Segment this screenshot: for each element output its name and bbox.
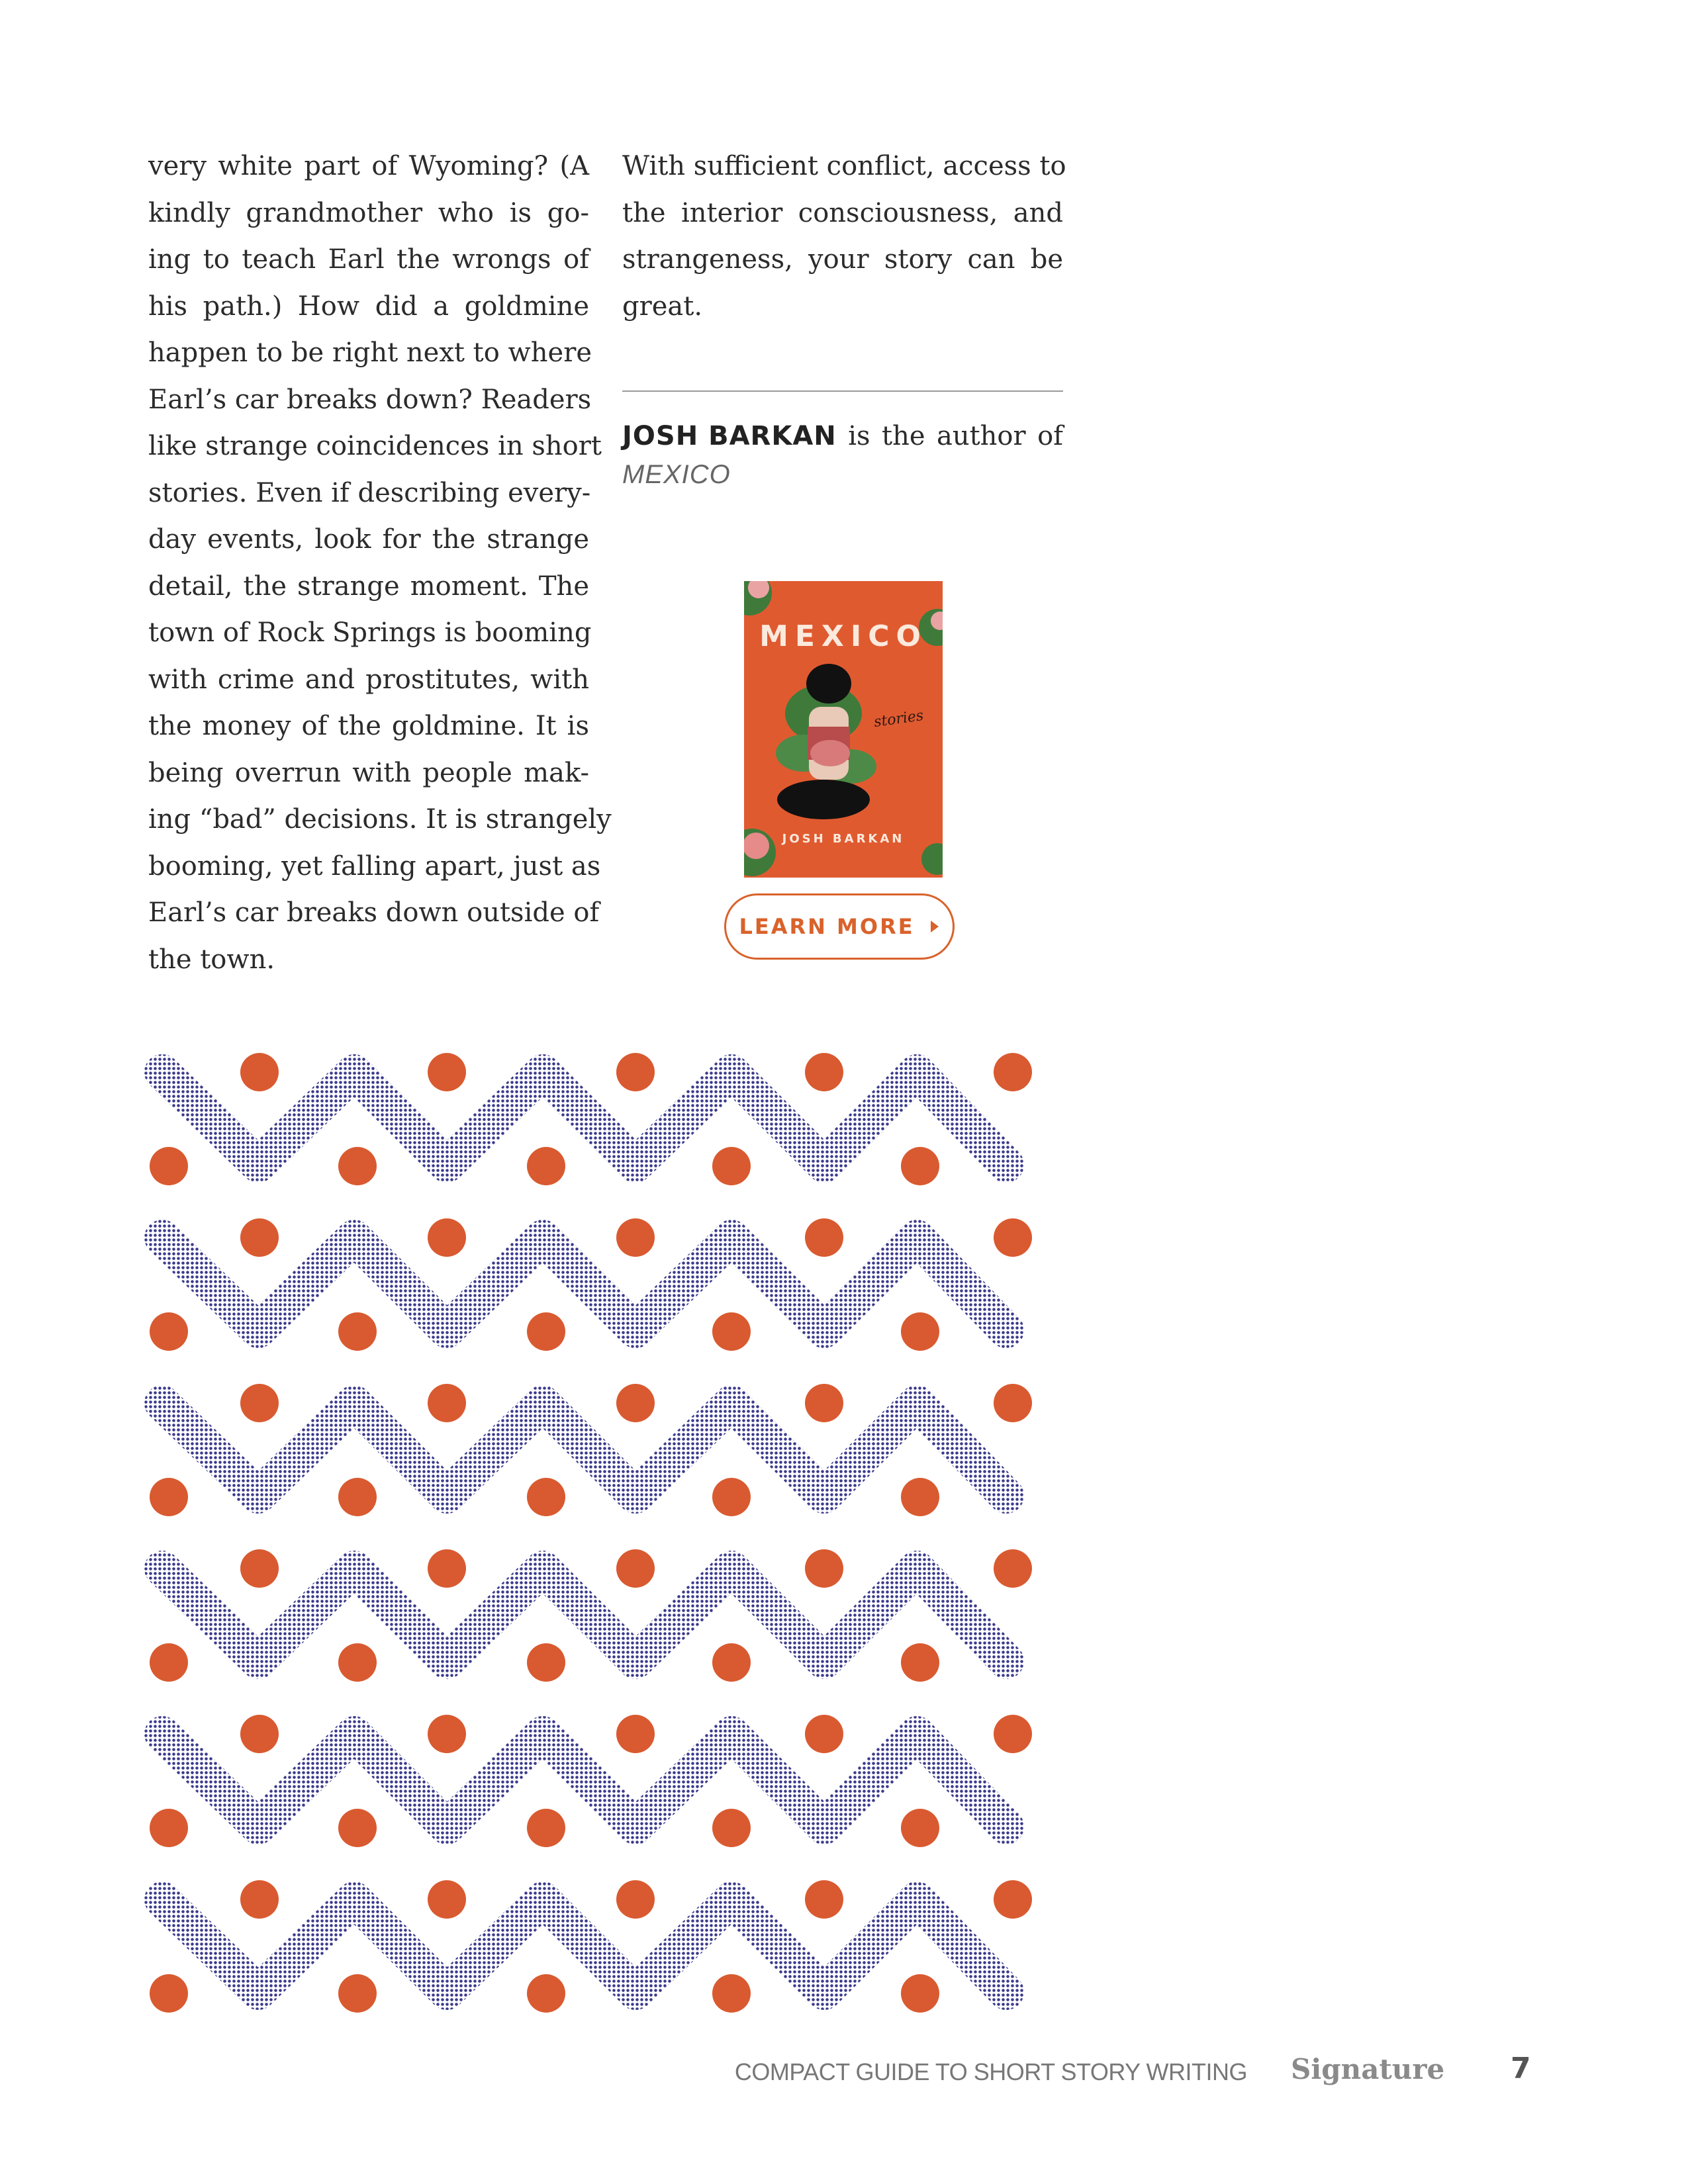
zigzag-stripe xyxy=(162,1899,1006,1992)
pattern-dot xyxy=(805,1384,843,1422)
pattern-dot xyxy=(527,1974,565,2013)
pattern-dot xyxy=(712,1643,751,1682)
text-line: booming, yet falling apart, just as xyxy=(148,850,601,882)
text-line: the interior consciousness, and xyxy=(622,197,1063,228)
pattern-dot xyxy=(338,1312,377,1351)
pattern-dot xyxy=(428,1384,466,1422)
page-number: 7 xyxy=(1511,2052,1531,2085)
footer-guide-title: COMPACT GUIDE TO SHORT STORY WRITING xyxy=(734,2058,1247,2085)
pattern-dot xyxy=(712,1147,751,1185)
pattern-dot xyxy=(338,1974,377,2013)
text-line: with crime and prostitutes, with xyxy=(148,664,589,695)
bio-word: the xyxy=(882,421,925,451)
zigzag-stripe xyxy=(162,1238,1006,1330)
pattern-dot xyxy=(150,1974,188,2013)
text-line: Earl’s car breaks down outside of xyxy=(148,897,600,928)
text-line: being overrun with people mak- xyxy=(148,757,589,788)
pattern-dot xyxy=(805,1549,843,1588)
pattern-dot xyxy=(428,1053,466,1091)
text-line: detail, the strange moment. The xyxy=(148,570,589,602)
text-line: his path.) How did a goldmine xyxy=(148,291,589,322)
pattern-dot xyxy=(901,1809,939,1847)
text-line: happen to be right next to where xyxy=(148,338,592,368)
pattern-dot xyxy=(616,1384,655,1422)
pattern-dot xyxy=(901,1478,939,1516)
pattern-dot xyxy=(994,1715,1032,1753)
pattern-dot xyxy=(901,1147,939,1185)
pattern-dot xyxy=(428,1549,466,1588)
text-line: town of Rock Springs is booming xyxy=(148,617,592,648)
caret-right-icon xyxy=(929,919,940,934)
pattern-dot xyxy=(240,1880,279,1919)
pattern-dot xyxy=(994,1549,1032,1588)
text-line: With sufficient conflict, access to xyxy=(622,151,1066,181)
bio-word: author xyxy=(936,421,1026,451)
text-line: Earl’s car breaks down? Readers xyxy=(148,384,592,415)
text-line: very white part of Wyoming? (A xyxy=(148,151,589,181)
pattern-dot xyxy=(712,1312,751,1351)
pattern-dot xyxy=(994,1053,1032,1091)
pattern-dot xyxy=(616,1549,655,1588)
pattern-dot xyxy=(240,1384,279,1422)
pattern-dot xyxy=(805,1053,843,1091)
bio-divider xyxy=(622,390,1063,392)
pattern-dot xyxy=(150,1809,188,1847)
pattern-dot xyxy=(240,1715,279,1753)
pattern-dot xyxy=(527,1478,565,1516)
bio-line xyxy=(622,417,1063,455)
pattern-dot xyxy=(338,1643,377,1682)
pattern-dot xyxy=(712,1974,751,2013)
pattern-dot xyxy=(338,1147,377,1185)
article-column-right xyxy=(622,143,1066,330)
text-line: ing “bad” decisions. It is strangely xyxy=(148,804,612,835)
learn-more-button[interactable] xyxy=(724,893,955,960)
pattern-dot xyxy=(527,1643,565,1682)
pattern-dot xyxy=(428,1218,466,1257)
pattern-dot xyxy=(150,1478,188,1516)
pattern-dot xyxy=(240,1218,279,1257)
pattern-dot xyxy=(712,1809,751,1847)
learn-more-label: LEARN MORE xyxy=(739,914,915,939)
pattern-dot xyxy=(150,1312,188,1351)
text-line: the town. xyxy=(148,944,275,975)
text-line: stories. Even if describing every- xyxy=(148,477,591,508)
pattern-dot xyxy=(712,1478,751,1516)
pattern-dot xyxy=(616,1880,655,1919)
article-column-left xyxy=(148,143,612,983)
pattern-dot xyxy=(150,1147,188,1185)
pattern-dot xyxy=(901,1643,939,1682)
pattern-dot xyxy=(901,1312,939,1351)
zigzag-stripe xyxy=(162,1072,1006,1165)
text-line: the money of the goldmine. It is xyxy=(148,711,589,741)
book-cover-author: JOSH BARKAN xyxy=(782,832,905,846)
footer-brand: Signature xyxy=(1291,2053,1445,2085)
pattern-dot xyxy=(527,1312,565,1351)
pattern-dot xyxy=(527,1147,565,1185)
bio-word: is xyxy=(848,421,870,451)
pattern-dot xyxy=(901,1974,939,2013)
pattern-dot xyxy=(428,1880,466,1919)
text-line: great. xyxy=(622,291,703,322)
pattern-dot xyxy=(994,1384,1032,1422)
pattern-dot xyxy=(994,1880,1032,1919)
author-bio xyxy=(622,417,1063,494)
book-cover-subtitle: stories xyxy=(872,707,925,731)
pattern-dot xyxy=(428,1715,466,1753)
bio-book-title: MEXICO xyxy=(622,460,731,489)
pattern-dot xyxy=(994,1218,1032,1257)
pattern-dot xyxy=(150,1643,188,1682)
pattern-dot xyxy=(805,1715,843,1753)
zigzag-stripe xyxy=(162,1569,1006,1661)
pattern-dot xyxy=(616,1715,655,1753)
book-cover-title: MEXICO xyxy=(759,619,927,653)
pattern-dot xyxy=(338,1478,377,1516)
pattern-dot xyxy=(527,1809,565,1847)
author-name: JOSH BARKAN xyxy=(622,421,837,451)
pattern-dot xyxy=(805,1218,843,1257)
pattern-dot xyxy=(240,1053,279,1091)
zigzag-stripe xyxy=(162,1403,1006,1496)
book-cover[interactable] xyxy=(744,581,943,878)
bio-word: of xyxy=(1037,421,1063,451)
text-line: like strange coincidences in short xyxy=(148,431,602,461)
pattern-dot xyxy=(805,1880,843,1919)
page-footer xyxy=(0,2050,1688,2090)
text-line: strangeness, your story can be xyxy=(622,244,1063,275)
pattern-dot xyxy=(240,1549,279,1588)
pattern-dot xyxy=(338,1809,377,1847)
text-line: day events, look for the strange xyxy=(148,524,589,555)
decorative-zigzag-pattern xyxy=(139,1052,1039,2025)
pattern-dot xyxy=(616,1218,655,1257)
zigzag-stripe xyxy=(162,1734,1006,1827)
text-line: ing to teach Earl the wrongs of xyxy=(148,244,589,275)
pattern-dot xyxy=(616,1053,655,1091)
text-line: kindly grandmother who is go- xyxy=(148,197,589,228)
